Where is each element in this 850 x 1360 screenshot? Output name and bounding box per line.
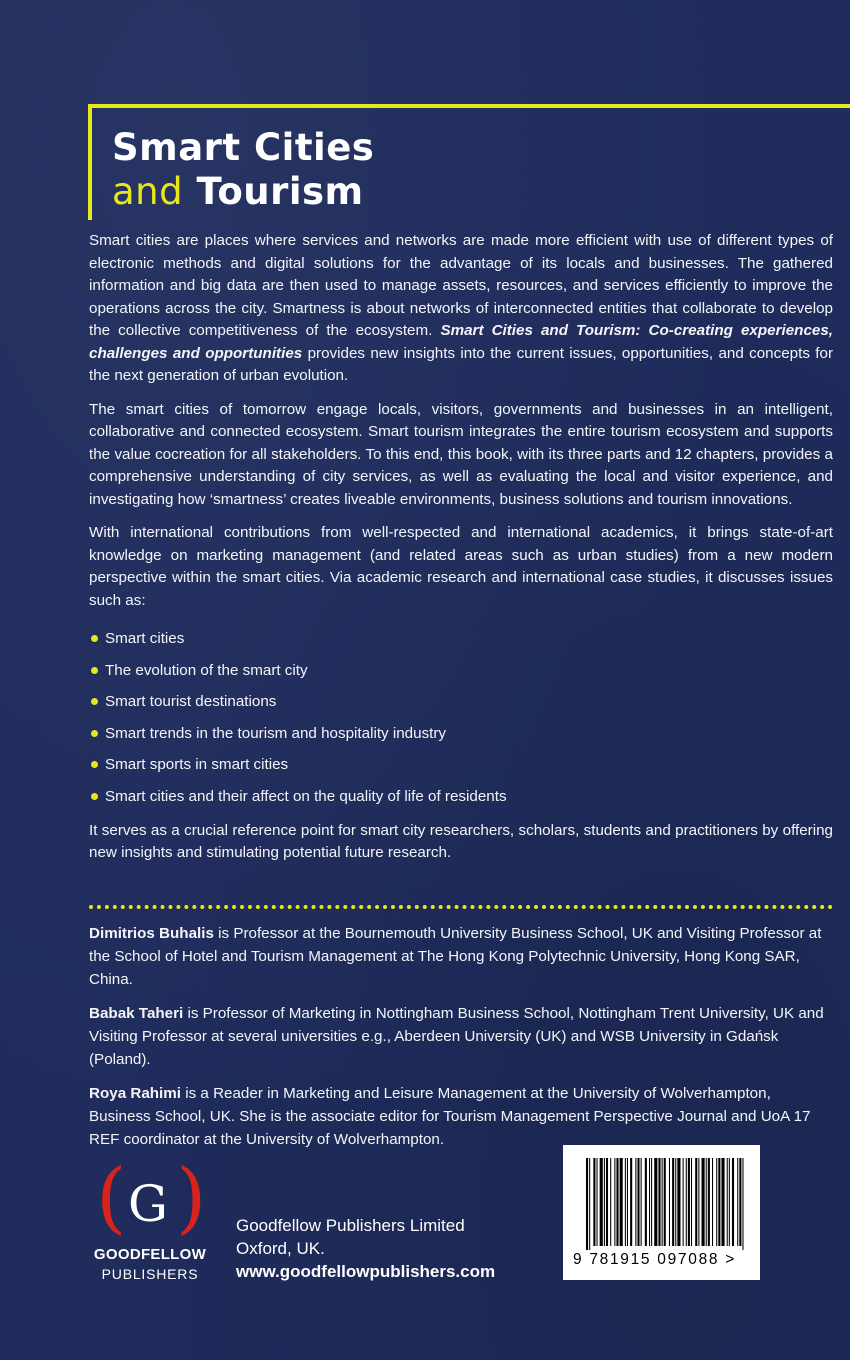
bullet-icon xyxy=(91,761,98,768)
barcode-bar xyxy=(600,1158,603,1246)
barcode-bar xyxy=(686,1158,687,1246)
barcode-bar xyxy=(627,1158,628,1246)
barcode-bar xyxy=(658,1158,660,1246)
barcode-bar xyxy=(691,1158,692,1246)
barcode-bar xyxy=(651,1158,652,1246)
barcode-bar xyxy=(718,1158,720,1246)
bullet-icon xyxy=(91,793,98,800)
bullet-icon xyxy=(91,635,98,642)
publisher-info xyxy=(236,1214,495,1283)
list-item: Smart tourist destinations xyxy=(89,686,833,718)
barcode-bar xyxy=(625,1158,626,1246)
description-paragraph-3: With international contributions from well-respected and international academics, it brings state-of-art knowledge on marketing management (and related areas such as urban studies) from a new modern perspective within the smart cities. Via academic research and international case studies, it discusses issues such as: xyxy=(89,524,833,609)
author-name: Babak Taheri xyxy=(89,1005,184,1022)
logo-name-line-1: GOODFELLOW xyxy=(93,1246,207,1263)
barcode-number: 9 781915 097088 > xyxy=(573,1251,736,1268)
barcode-bar xyxy=(721,1158,724,1246)
barcode-bar xyxy=(654,1158,657,1246)
description-paragraph-2: The smart cities of tomorrow engage locals, visitors, governments and businesses in an intelligent, collaborative and connected ecosystem. Smart tourism integrates the entire tourism ecosystem and supports the value cocreation for all stakeholders. To this end, this book, with its three parts and 12 chapters, provides a comprehensive understanding of city services, as well as evaluating the local and visitor experience, and investigating how ‘smartness’ creates liveable environments, business solutions and tourism innovations. xyxy=(89,400,833,508)
title-line-2: Tourism xyxy=(196,170,364,213)
author-bios xyxy=(89,922,833,1162)
publisher-location: Oxford, UK. xyxy=(236,1239,325,1258)
barcode-bar xyxy=(616,1158,618,1246)
barcode-bar xyxy=(630,1158,632,1246)
barcode-bar xyxy=(732,1158,734,1246)
title-line-1: Smart Cities xyxy=(112,126,375,169)
barcode-bar xyxy=(586,1158,588,1250)
barcode-bar xyxy=(742,1158,743,1250)
bullet-icon xyxy=(91,667,98,674)
list-item: Smart trends in the tourism and hospitality industry xyxy=(89,718,833,750)
logo-g-letter: G xyxy=(128,1175,168,1233)
barcode-bar xyxy=(675,1158,676,1246)
topic-list xyxy=(89,623,833,813)
barcode-bar xyxy=(702,1158,705,1246)
barcode-bar xyxy=(662,1158,663,1246)
barcode-bar xyxy=(727,1158,728,1246)
barcode-bar xyxy=(688,1158,690,1246)
barcode-bar xyxy=(649,1158,650,1246)
book-title-italic: Smart Cities and Tourism: Co-creating experiences, challenges and opportunities xyxy=(89,322,834,362)
barcode-bar xyxy=(593,1158,595,1246)
barcode-bar xyxy=(664,1158,666,1246)
logo-left-paren: ( xyxy=(96,1153,127,1243)
author-bio: Babak Taheri is Professor of Marketing in Nottingham Business School, Nottingham Trent University, UK and Visiting Professor at several universities e.g., Aberdeen University (UK) and WSB University in Gdańsk (Poland). xyxy=(89,1005,824,1068)
title-and: and xyxy=(112,170,184,213)
author-name: Roya Rahimi xyxy=(89,1085,181,1102)
barcode-bar xyxy=(683,1158,684,1246)
list-item: Smart cities and their affect on the quality of life of residents xyxy=(89,781,833,813)
author-bio: Dimitrios Buhalis is Professor at the Bournemouth University Business School, UK and Visiting Professor at the School of Hotel and Tourism Management at The Hong Kong Polytechnic University, Hong Kong SAR, China. xyxy=(89,925,822,988)
barcode-bar xyxy=(597,1158,598,1246)
description-paragraph-1: Smart cities are places where services and networks are made more efficient with use of different types of electronic methods and digital solutions for the advantage of its locals and businesses. The gathered information and big data are then used to manage assets, resources, and services efficiently to improve the operations across the city. Smartness is about networks of interconnected entities that collaborate to develop the collective competitiveness of the ecosystem. Smart Cities and Tourism: Co-creating experiences, challenges and opportunities provides new insights into the current issues, opportunities, and concepts for the next generation of urban evolution. xyxy=(89,232,834,384)
barcode-bar xyxy=(635,1158,636,1246)
barcode-bar xyxy=(698,1158,699,1246)
book-description xyxy=(89,230,833,876)
barcode-bar xyxy=(637,1158,639,1246)
isbn-barcode xyxy=(563,1145,760,1280)
book-title xyxy=(112,126,374,214)
barcode-bars xyxy=(586,1158,746,1250)
barcode-bar xyxy=(708,1158,710,1246)
goodfellow-logo xyxy=(88,1153,212,1290)
list-item: Smart sports in smart cities xyxy=(89,749,833,781)
barcode-bar xyxy=(739,1158,741,1246)
list-item: The evolution of the smart city xyxy=(89,655,833,687)
barcode-bar xyxy=(712,1158,713,1246)
barcode-bar xyxy=(589,1158,590,1250)
barcode-bar xyxy=(737,1158,738,1246)
barcode-bar xyxy=(729,1158,730,1246)
publisher-url: www.goodfellowpublishers.com xyxy=(236,1262,496,1281)
author-bio: Roya Rahimi is a Reader in Marketing and Leisure Management at the University of Wolverhampton, Business School, UK. She is the associate editor for Tourism Management Perspective Journal and UoA 17 REF coordinator at the University of Wolverhampton. xyxy=(89,1085,811,1148)
barcode-bar xyxy=(672,1158,674,1246)
barcode-bar xyxy=(641,1158,642,1246)
barcode-bar xyxy=(645,1158,647,1246)
barcode-bar xyxy=(620,1158,623,1246)
logo-right-paren: ) xyxy=(176,1153,207,1243)
barcode-bar xyxy=(614,1158,615,1246)
barcode-bar xyxy=(669,1158,670,1246)
dotted-divider xyxy=(89,905,833,909)
barcode-bar xyxy=(716,1158,717,1246)
barcode-bar xyxy=(706,1158,707,1246)
bullet-icon xyxy=(91,698,98,705)
barcode-bar xyxy=(606,1158,608,1246)
barcode-bar xyxy=(610,1158,611,1246)
barcode-bar xyxy=(604,1158,605,1246)
list-item: Smart cities xyxy=(89,623,833,655)
author-name: Dimitrios Buhalis xyxy=(89,925,214,942)
description-paragraph-4: It serves as a crucial reference point for smart city researchers, scholars, students and practitioners by offering new insights and stimulating potential future research. xyxy=(89,821,833,862)
publisher-name: Goodfellow Publishers Limited xyxy=(236,1216,465,1235)
logo-name-line-2: PUBLISHERS xyxy=(101,1266,199,1282)
bullet-icon xyxy=(91,730,98,737)
barcode-bar xyxy=(695,1158,697,1246)
barcode-bar xyxy=(677,1158,680,1246)
